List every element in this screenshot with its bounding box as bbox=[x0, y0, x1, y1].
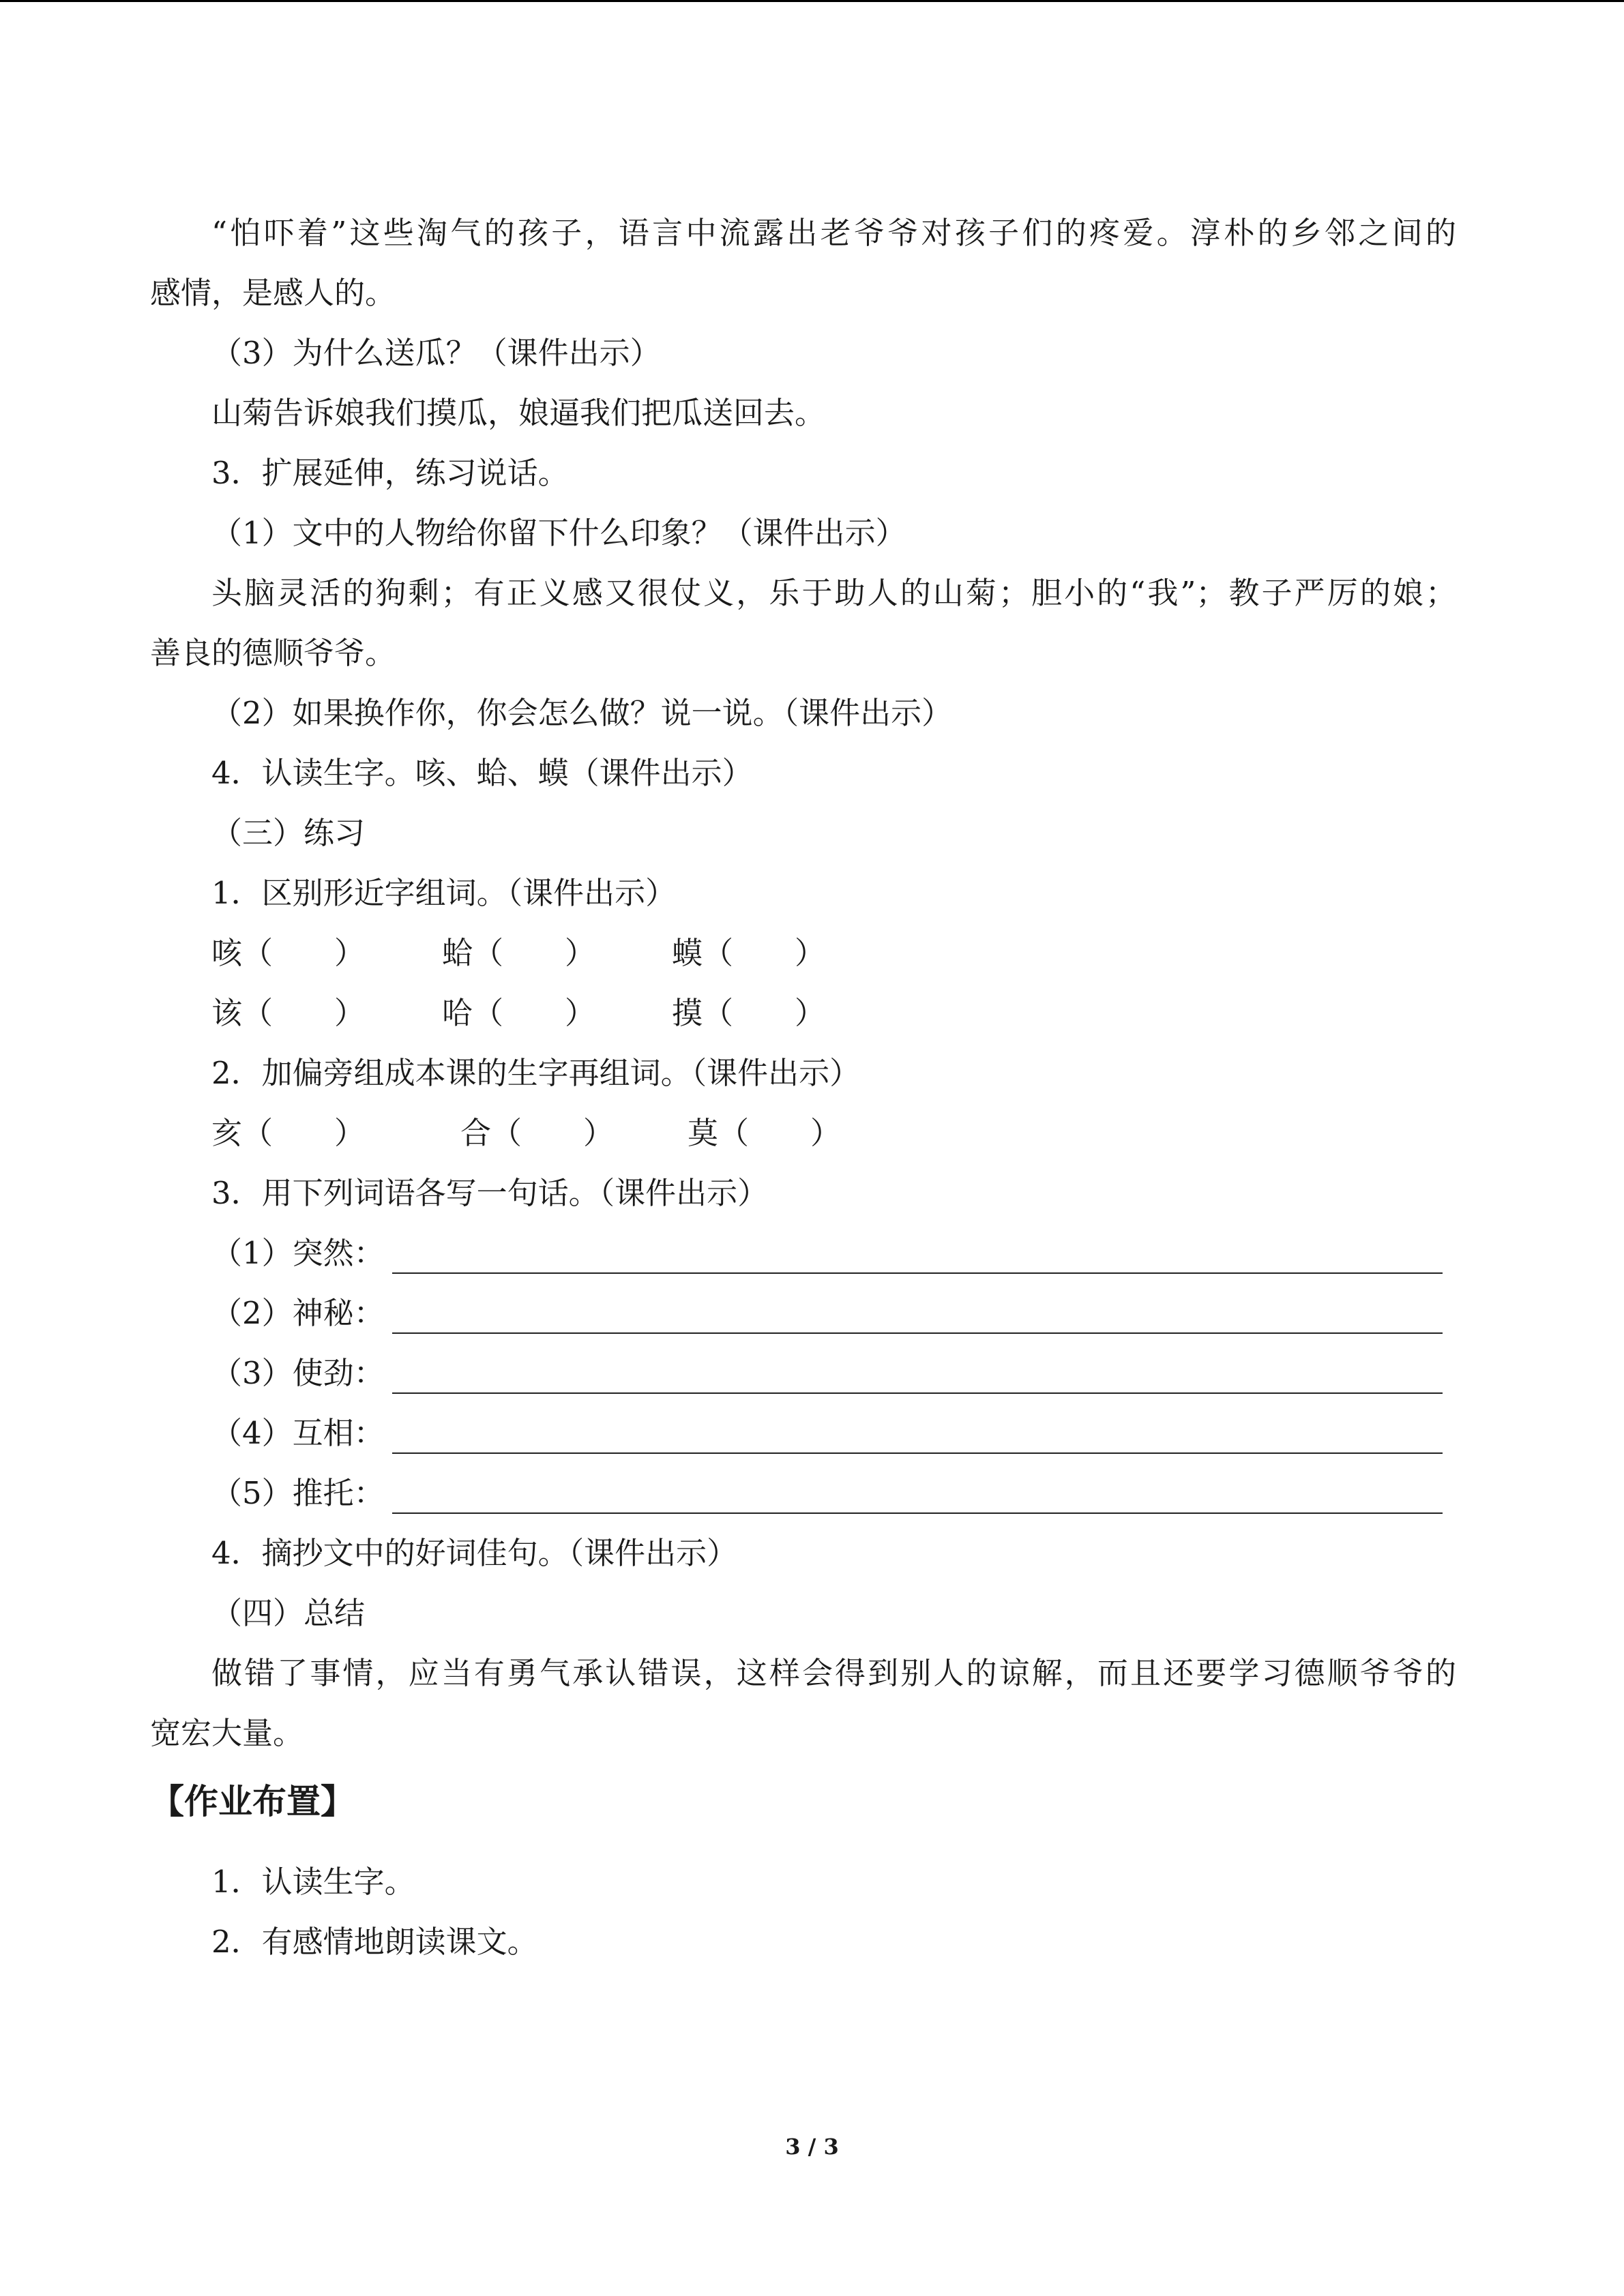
summary-line: 做错了事情，应当有勇气承认错误，这样会得到别人的谅解，而且还要学习德顺爷爷的 bbox=[211, 1655, 1456, 1691]
sentence-item bbox=[211, 1473, 1443, 1514]
subsection-question: （3）为什么送瓜？（课件出示） bbox=[211, 335, 661, 371]
fill-blank[interactable]: 蛤（ ） bbox=[442, 935, 596, 971]
sentence-item-label: （3）使劲： bbox=[211, 1355, 385, 1391]
exercise-2-title: 2．加偏旁组成本课的生字再组词。（课件出示） bbox=[211, 1055, 861, 1091]
sentence-item-label: （4）互相： bbox=[211, 1415, 385, 1451]
sentence-item bbox=[211, 1293, 1443, 1334]
summary-line: 宽宏大量。 bbox=[150, 1715, 304, 1751]
paragraph-line: “怕吓着”这些淘气的孩子，语言中流露出老爷爷对孩子们的疼爱。淳朴的乡邻之间的 bbox=[211, 215, 1456, 251]
sentence-item bbox=[211, 1233, 1443, 1274]
answer-line[interactable] bbox=[392, 1452, 1443, 1454]
section-heading-practice: （三）练习 bbox=[211, 815, 366, 851]
fill-blank[interactable]: 哈（ ） bbox=[442, 995, 596, 1031]
sentence-item-label: （1）突然： bbox=[211, 1235, 385, 1271]
homework-item: 2．有感情地朗读课文。 bbox=[211, 1924, 538, 1960]
answer-line[interactable] bbox=[392, 1332, 1443, 1334]
sentence-item-label: （5）推托： bbox=[211, 1475, 385, 1511]
paragraph-line: 山菊告诉娘我们摸瓜，娘逼我们把瓜送回去。 bbox=[211, 395, 826, 431]
answer-line[interactable] bbox=[392, 1392, 1443, 1394]
homework-item: 1．认读生字。 bbox=[211, 1864, 415, 1900]
answer-line[interactable] bbox=[392, 1512, 1443, 1514]
fill-blank[interactable]: 蟆（ ） bbox=[672, 935, 826, 971]
subsection-question: （2）如果换作你，你会怎么做？说一说。（课件出示） bbox=[211, 695, 953, 731]
exercise-1-title: 1．区别形近字组词。（课件出示） bbox=[211, 875, 677, 911]
sentence-item-label: （2）神秘： bbox=[211, 1295, 385, 1331]
paragraph-line: 善良的德顺爷爷。 bbox=[150, 635, 396, 671]
page-number: 3 / 3 bbox=[785, 2134, 839, 2160]
fill-blank[interactable]: 咳（ ） bbox=[211, 935, 366, 971]
section-heading-summary: （四）总结 bbox=[211, 1595, 366, 1631]
sentence-item bbox=[211, 1353, 1443, 1394]
fill-blank[interactable]: 摸（ ） bbox=[672, 995, 826, 1031]
paragraph-line: 头脑灵活的狗剩；有正义感又很仗义，乐于助人的山菊；胆小的“我”；教子严厉的娘； bbox=[211, 575, 1456, 611]
step-heading: 4．认读生字。咳、蛤、蟆（课件出示） bbox=[211, 755, 753, 791]
homework-heading: 【作业布置】 bbox=[150, 1782, 355, 1821]
fill-blank[interactable]: 亥（ ） bbox=[211, 1115, 366, 1151]
fill-blank[interactable]: 合（ ） bbox=[460, 1115, 615, 1151]
step-heading: 3．扩展延伸，练习说话。 bbox=[211, 455, 569, 491]
fill-blank[interactable]: 该（ ） bbox=[211, 995, 366, 1031]
exercise-4-title: 4．摘抄文中的好词佳句。（课件出示） bbox=[211, 1535, 738, 1571]
fill-blank[interactable]: 莫（ ） bbox=[688, 1115, 842, 1151]
sentence-item bbox=[211, 1413, 1443, 1454]
paragraph-line: 感情，是感人的。 bbox=[150, 275, 396, 311]
answer-line[interactable] bbox=[392, 1272, 1443, 1274]
exercise-3-title: 3．用下列词语各写一句话。（课件出示） bbox=[211, 1175, 769, 1211]
subsection-question: （1）文中的人物给你留下什么印象？（课件出示） bbox=[211, 515, 906, 551]
